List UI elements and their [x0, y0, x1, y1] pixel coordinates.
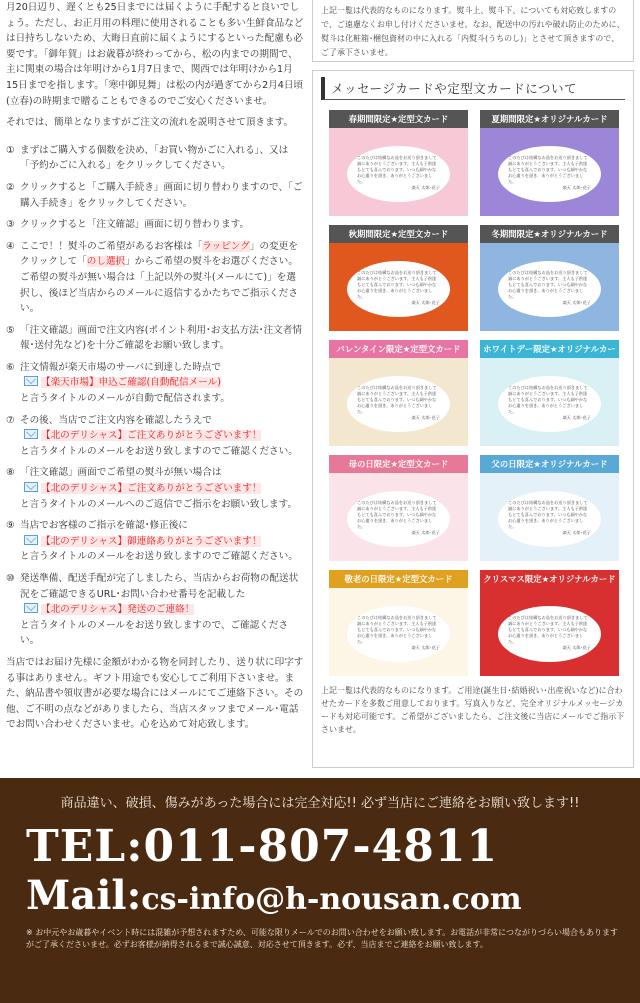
step-num: ⑥ — [6, 361, 15, 373]
mail-title-line — [20, 377, 221, 388]
intro-paragraph: 月20日辺り、遅くとも25日までには届くように手配すると良いでしょう。ただし、お正月用の料理に使用されることも多い生鮮食品などは日持ちしないため、大晦日直前に届くようにするといった配慮も必要です。「御年賀」はお歳暮が終わってから、松の内までの期間で、主に関東の場合は年明けから1月7日まで、関西では年明けから1月15日までを指します。「寒中御見舞」は松の内が過ぎてから2月4日頃(立春)の時期まで贈ることもできるのでご安心くださいませ。 — [6, 2, 304, 107]
intro-lead: それでは、簡単となりますがご注文の流れを説明させて頂きます。 — [6, 117, 294, 129]
card-signature: 楽天 太郎･花子 — [411, 300, 440, 305]
mail-title: 【楽天市場】申込ご確認(自動配信メール) — [41, 377, 221, 389]
card-image — [329, 358, 468, 446]
outro-paragraph: 当店ではお届け先様に金額がわかる物を同封したり、送り状に印字する事はありません。ギフト用途でも安心してご利用下さいませ。また、納品書や領収書が必要な場合にはメールにてご連絡下さい。その他、ご不明の点などがありましたら、当店スタッフまでメール･電話でお問い合わせくださいませ。心を込めて対応致します。 — [6, 656, 304, 731]
card-signature: 楽天 太郎･花子 — [562, 530, 591, 535]
step-3 — [6, 217, 304, 233]
step-text — [20, 518, 304, 565]
order-flow-column — [6, 0, 304, 733]
card-signature: 楽天 太郎･花子 — [562, 300, 591, 305]
step4-text-c: 」の変更をクリックして「 — [20, 240, 298, 268]
step10-text-b: と言うタイトルのメールをお送り致しますので、ご確認ください。 — [20, 619, 289, 647]
mail-title: ご注文ありがとうございます！ — [127, 430, 262, 442]
cards-heading: メッセージカードや定型文カードについて — [321, 77, 625, 100]
card-label: クリスマス限定★オリジナルカード — [480, 570, 619, 588]
message-card — [480, 110, 619, 216]
cards-footer: 上記一覧は代表的なものになります。ご用途(誕生日･結婚祝い･出産祝いなど)に合わせたカードを多数ご用意しております。写真入りなど、完全オリジナルメッセージカードも対応可能です。ご希望がございましたら、ご注文後に当店にメールでご指示下さいませ。 — [321, 686, 625, 734]
card-label: バレンタイン限定★定型文カード — [329, 340, 468, 358]
card-message — [347, 146, 450, 202]
card-image — [329, 128, 468, 216]
card-label: 夏期間限定★オリジナルカード — [480, 110, 619, 128]
card-image — [480, 588, 619, 676]
step-7 — [6, 413, 304, 460]
mail-icon — [24, 376, 38, 386]
card-message — [498, 146, 601, 202]
message-card — [329, 340, 468, 446]
card-message — [498, 606, 601, 662]
email-label: Mail: — [26, 872, 142, 919]
card-label: 敬老の日限定★定型文カード — [329, 570, 468, 588]
card-grid — [321, 110, 625, 676]
mail-title-line — [20, 604, 194, 615]
step-text: クリックすると「ご購入手続き」画面に切り替わりますので、「ご購入手続き」をクリックしてください。 — [20, 181, 303, 209]
message-card — [480, 340, 619, 446]
card-signature: 楽天 太郎･花子 — [562, 185, 591, 190]
card-message-text: このたびは結構なお品をお送り頂きまして誠にありがとうございます。主人も子供達もとても喜んでおります。いつも細やかなお心遣りを頂き、ありがとうございました。 — [357, 155, 437, 184]
step-num: ⑧ — [6, 467, 15, 479]
step8-text-b: と言うタイトルのメールへのご返信でご指示をお願い致します。 — [20, 498, 298, 510]
step4-text-e: 」からご希望の熨斗をお選びください。ご希望の熨斗が無い場合は「上記以外の熨斗(メールにて)」を選択し、後ほど当店からのメールに返信するかたちでご指示ください。 — [20, 256, 298, 315]
card-signature: 楽天 太郎･花子 — [411, 185, 440, 190]
step-text: まずはご購入する個数を決め、「お買い物かごに入れる」、又は「予約かごに入れる」をクリックしてください。 — [20, 144, 289, 172]
step-text — [20, 360, 304, 407]
card-image — [480, 358, 619, 446]
mail-title-shop: 【北のデリシャス】 — [41, 430, 128, 442]
card-message-text: このたびは結構なお品をお送り頂きまして誠にありがとうございます。主人も子供達もとても喜んでおります。いつも細やかなお心遣りを頂き、ありがとうございました。 — [508, 385, 588, 414]
card-signature: 楽天 太郎･花子 — [411, 645, 440, 650]
card-signature: 楽天 太郎･花子 — [411, 415, 440, 420]
email-line — [0, 872, 640, 919]
step9-text-b: と言うタイトルのメールをお送り致しますのでご確認ください。 — [20, 551, 298, 563]
card-label: ホワイトデー限定★オリジナルカー — [480, 340, 619, 358]
card-image — [329, 588, 468, 676]
card-image — [329, 243, 468, 331]
step7-text-b: と言うタイトルのメールをお送り致しますのでご確認ください。 — [20, 445, 298, 457]
step-text — [20, 239, 304, 317]
message-card — [329, 225, 468, 331]
card-message-text: このたびは結構なお品をお送り頂きまして誠にありがとうございます。主人も子供達もとても喜んでおります。いつも細やかなお心遣りを頂き、ありがとうございました。 — [357, 500, 437, 529]
message-card — [480, 570, 619, 676]
card-message-text: このたびは結構なお品をお送り頂きまして誠にありがとうございます。主人も子供達もとても喜んでおります。いつも細やかなお心遣りを頂き、ありがとうございました。 — [357, 385, 437, 414]
message-cards-section — [312, 70, 634, 768]
step-num: ① — [6, 144, 15, 156]
card-message — [498, 261, 601, 317]
phone-number[interactable]: TEL:011-807-4811 — [26, 821, 499, 872]
step-num: ② — [6, 181, 15, 193]
step-8 — [6, 465, 304, 512]
mail-icon — [24, 482, 38, 492]
card-message-text: このたびは結構なお品をお送り頂きまして誠にありがとうございます。主人も子供達もとても喜んでおります。いつも細やかなお心遣りを頂き、ありがとうございました。 — [508, 500, 588, 529]
step6-text-b: と言うタイトルのメールが自動で配信されます。 — [20, 393, 230, 405]
step-10 — [6, 571, 304, 649]
noshi-note: 上記一覧は代表的なものになります。熨斗上、熨斗下、についても対応致しますので、ご遠慮なくお申し付けくださいませ。なお、配送中の汚れや破れ防止のために、熨斗は化粧箱･梱包資材の中に入れる「内熨斗(うちのし)」とさせて頂きますので、ご了承下さいませ。 — [312, 0, 634, 62]
mail-title-shop: 【北のデリシャス】 — [41, 604, 128, 616]
mail-icon — [24, 535, 38, 545]
email-address[interactable]: cs-info@h-nousan.com — [141, 882, 522, 917]
mail-title: ご注文ありがとうございます！ — [127, 483, 262, 495]
contact-banner — [0, 778, 640, 1003]
step-num: ⑩ — [6, 573, 15, 584]
wrapping-link[interactable]: ラッピング — [202, 240, 250, 252]
step-1 — [6, 143, 304, 174]
card-label: 母の日限定★定型文カード — [329, 455, 468, 473]
card-message-text: このたびは結構なお品をお送り頂きまして誠にありがとうございます。主人も子供達もとても喜んでおります。いつも細やかなお心遣りを頂き、ありがとうございました。 — [508, 155, 588, 184]
mail-icon — [24, 429, 38, 439]
step-num: ⑤ — [6, 324, 15, 336]
card-signature: 楽天 太郎･花子 — [562, 645, 591, 650]
card-label: 春期間限定★定型文カード — [329, 110, 468, 128]
card-signature: 楽天 太郎･花子 — [562, 415, 591, 420]
card-message — [347, 606, 450, 662]
card-image — [480, 243, 619, 331]
step-4 — [6, 239, 304, 317]
step-5 — [6, 323, 304, 354]
step-num: ③ — [6, 219, 15, 231]
message-card — [480, 455, 619, 561]
mail-title-line — [20, 430, 261, 441]
noshi-select-link[interactable]: のし選択 — [86, 256, 126, 268]
step-text — [20, 571, 304, 649]
card-message-text: このたびは結構なお品をお送り頂きまして誠にありがとうございます。主人も子供達もとても喜んでおります。いつも細やかなお心遣りを頂き、ありがとうございました。 — [357, 615, 437, 644]
step8-text-a: 「注文確認」画面でご希望の熨斗が無い場合は — [20, 467, 222, 479]
card-message — [347, 376, 450, 432]
step6-text-a: 注文情報が楽天市場のサーバに到達した時点で — [20, 361, 221, 373]
message-card — [329, 570, 468, 676]
step9-text-a: 当店でお客様のご指示を確認･修正後に — [20, 520, 188, 532]
message-card — [329, 110, 468, 216]
step-text: 「注文確認」画面で注文内容(ポイント利用･お支払方法･注文者情報･送付先など)を十分ご確認をお願い致します。 — [20, 324, 302, 352]
contact-note: ※ お中元やお歳暮やイベント時には混雑が予想されますため、可能な限りメールでのお問い合わせをお願い致します。お電話が非常につながりづらい場合もありますがご了承くださいませ。必ずお客様が納得されるまで誠心誠意、対応させて頂きます。必ず、当店までご連絡をお願い致します。 — [26, 928, 618, 949]
step-9 — [6, 518, 304, 565]
step-text — [20, 413, 304, 460]
card-label: 父の日限定★オリジナルカード — [480, 455, 619, 473]
card-message — [498, 376, 601, 432]
card-message-text: このたびは結構なお品をお送り頂きまして誠にありがとうございます。主人も子供達もとても喜んでおります。いつも細やかなお心遣りを頂き、ありがとうございました。 — [508, 615, 588, 644]
mail-title-shop: 【北のデリシャス】 — [41, 483, 128, 495]
card-message-text: このたびは結構なお品をお送り頂きまして誠にありがとうございます。主人も子供達もとても喜んでおります。いつも細やかなお心遣りを頂き、ありがとうございました。 — [357, 270, 437, 299]
card-image — [480, 128, 619, 216]
step10-text-a: 発送準備、配送手配が完了しましたら、当店からお荷物の配送状況をご確認できるURL･お問い合わせ番号を記載した — [20, 573, 299, 600]
card-message-text: このたびは結構なお品をお送り頂きまして誠にありがとうございます。主人も子供達もとても喜んでおります。いつも細やかなお心遣りを頂き、ありがとうございました。 — [508, 270, 588, 299]
card-message — [498, 491, 601, 547]
mail-title-line — [20, 483, 261, 494]
mail-title: 御連絡ありがとうございます！ — [127, 535, 262, 547]
step-2 — [6, 180, 304, 211]
mail-title-shop: 【北のデリシャス】 — [41, 535, 128, 547]
card-message — [347, 261, 450, 317]
step-text: クリックすると「注文確認」画面に切り替わります。 — [20, 219, 250, 231]
card-message — [347, 491, 450, 547]
mail-title-line — [20, 536, 261, 547]
step-6 — [6, 360, 304, 407]
step-num: ⑨ — [6, 520, 15, 532]
card-signature: 楽天 太郎･花子 — [411, 530, 440, 535]
card-label: 冬期間限定★オリジナルカード — [480, 225, 619, 243]
message-card — [329, 455, 468, 561]
step-num: ④ — [6, 240, 15, 252]
mail-title: 発送のご連絡！ — [127, 604, 195, 616]
message-card — [480, 225, 619, 331]
mail-icon — [24, 603, 38, 613]
step-num: ⑦ — [6, 414, 15, 426]
damage-notice: 商品違い、破損、傷みがあった場合には完全対応!! 必ず当店にご連絡をお願い致します!! — [60, 796, 580, 811]
card-label: 秋期間限定★定型文カード — [329, 225, 468, 243]
step4-text-a: ここで！！熨斗のご希望があるお客様は「 — [20, 240, 203, 252]
card-image — [329, 473, 468, 561]
card-image — [480, 473, 619, 561]
step7-text-a: その後、当店でご注文内容を確認したうえで — [20, 414, 212, 426]
step-text — [20, 465, 304, 512]
